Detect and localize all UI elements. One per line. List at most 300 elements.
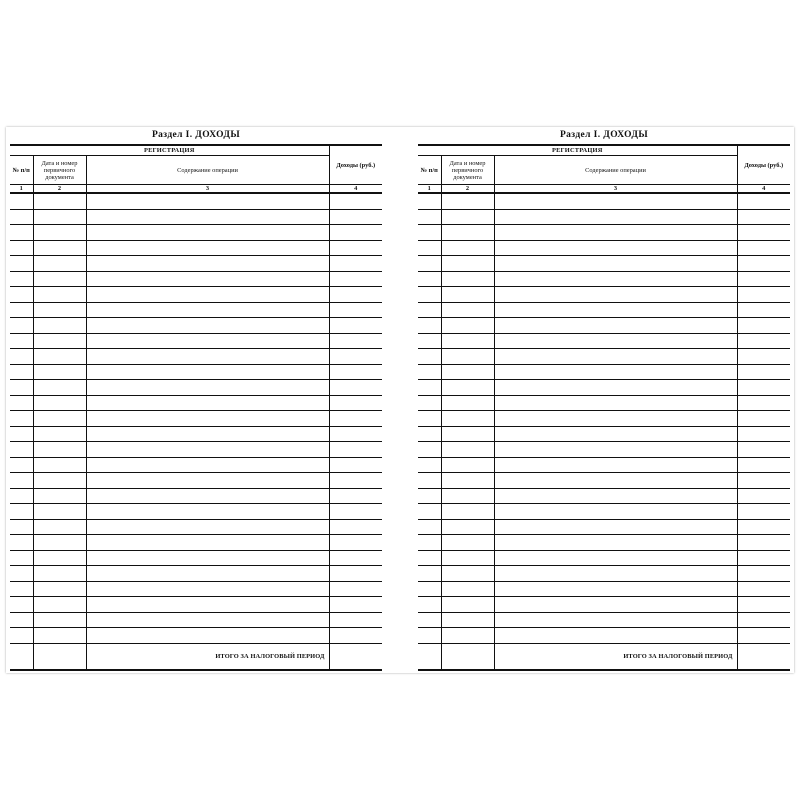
row-date-cell: [441, 318, 494, 334]
row-number-cell: [418, 302, 441, 318]
row-date-cell: [441, 380, 494, 396]
ledger-row: [418, 287, 790, 303]
row-number-cell: [10, 193, 33, 209]
row-content-cell: [494, 271, 737, 287]
row-content-cell: [494, 349, 737, 365]
row-content-cell: [86, 457, 329, 473]
row-income-cell: [329, 581, 382, 597]
row-content-cell: [494, 395, 737, 411]
row-content-cell: [494, 597, 737, 613]
row-date-cell: [33, 597, 86, 613]
row-number-cell: [10, 550, 33, 566]
right-page: [414, 127, 794, 673]
row-income-cell: [737, 535, 790, 551]
content-column-header: Содержание операции: [86, 156, 329, 185]
ledger-row: [10, 302, 382, 318]
row-number-cell: [418, 473, 441, 489]
row-number-cell: [10, 504, 33, 520]
total-label: ИТОГО ЗА НАЛОГОВЫЙ ПЕРИОД: [494, 643, 737, 670]
row-content-cell: [86, 193, 329, 209]
row-income-cell: [329, 442, 382, 458]
row-income-cell: [737, 364, 790, 380]
row-content-cell: [86, 287, 329, 303]
column-number-1: 1: [418, 185, 441, 194]
row-number-cell: [418, 504, 441, 520]
row-income-cell: [737, 240, 790, 256]
row-number-cell: [10, 302, 33, 318]
ledger-row: [10, 566, 382, 582]
row-date-cell: [33, 318, 86, 334]
row-number-cell: [418, 550, 441, 566]
row-content-cell: [494, 256, 737, 272]
ledger-row: [10, 628, 382, 644]
total-label: ИТОГО ЗА НАЛОГОВЫЙ ПЕРИОД: [86, 643, 329, 670]
row-date-cell: [441, 240, 494, 256]
row-income-cell: [329, 302, 382, 318]
ledger-row: [418, 442, 790, 458]
row-content-cell: [494, 240, 737, 256]
row-number-cell: [418, 380, 441, 396]
ledger-row: [10, 364, 382, 380]
row-content-cell: [494, 287, 737, 303]
ledger-row: [10, 581, 382, 597]
row-income-cell: [329, 488, 382, 504]
number-column-header: № п/п: [418, 156, 441, 185]
row-date-cell: [33, 473, 86, 489]
row-number-cell: [418, 628, 441, 644]
row-date-cell: [33, 442, 86, 458]
ledger-row: [10, 411, 382, 427]
row-number-cell: [10, 287, 33, 303]
row-number-cell: [10, 426, 33, 442]
row-income-cell: [329, 550, 382, 566]
row-date-cell: [33, 426, 86, 442]
row-number-cell: [418, 488, 441, 504]
row-date-cell: [33, 333, 86, 349]
row-content-cell: [86, 364, 329, 380]
row-date-cell: [33, 535, 86, 551]
row-content-cell: [86, 333, 329, 349]
row-date-cell: [441, 426, 494, 442]
ledger-row: [418, 318, 790, 334]
total-income-cell: [737, 643, 790, 670]
row-date-cell: [33, 566, 86, 582]
ledger-row: [418, 256, 790, 272]
row-date-cell: [33, 504, 86, 520]
row-income-cell: [737, 550, 790, 566]
row-content-cell: [86, 411, 329, 427]
row-content-cell: [86, 597, 329, 613]
row-number-cell: [10, 473, 33, 489]
row-number-cell: [10, 535, 33, 551]
row-date-cell: [441, 302, 494, 318]
row-income-cell: [329, 209, 382, 225]
row-content-cell: [494, 426, 737, 442]
row-content-cell: [494, 442, 737, 458]
ledger-row: [10, 488, 382, 504]
ledger-row: [418, 271, 790, 287]
row-date-cell: [441, 473, 494, 489]
row-income-cell: [737, 581, 790, 597]
row-content-cell: [494, 581, 737, 597]
row-income-cell: [737, 628, 790, 644]
row-income-cell: [329, 519, 382, 535]
income-ledger-table: [418, 144, 790, 671]
row-income-cell: [329, 457, 382, 473]
row-income-cell: [737, 225, 790, 241]
row-number-cell: [10, 566, 33, 582]
row-number-cell: [10, 519, 33, 535]
row-number-cell: [418, 318, 441, 334]
row-content-cell: [86, 628, 329, 644]
ledger-row: [418, 364, 790, 380]
row-content-cell: [86, 612, 329, 628]
ledger-row: [10, 240, 382, 256]
row-content-cell: [86, 519, 329, 535]
ledger-row: [418, 302, 790, 318]
date-column-header: Дата и номер первичного документа: [33, 156, 86, 185]
row-income-cell: [737, 488, 790, 504]
row-date-cell: [33, 488, 86, 504]
row-income-cell: [329, 380, 382, 396]
row-content-cell: [494, 628, 737, 644]
row-content-cell: [86, 535, 329, 551]
row-date-cell: [33, 364, 86, 380]
column-number-2: 2: [33, 185, 86, 194]
row-number-cell: [10, 240, 33, 256]
left-page: [6, 127, 386, 673]
row-number-cell: [418, 287, 441, 303]
ledger-row: [418, 380, 790, 396]
row-date-cell: [441, 442, 494, 458]
row-income-cell: [329, 535, 382, 551]
ledger-row: [10, 380, 382, 396]
row-income-cell: [737, 318, 790, 334]
row-content-cell: [86, 256, 329, 272]
row-number-cell: [418, 364, 441, 380]
row-number-cell: [10, 209, 33, 225]
row-income-cell: [329, 256, 382, 272]
row-date-cell: [33, 395, 86, 411]
row-number-cell: [10, 395, 33, 411]
ledger-row: [418, 612, 790, 628]
ledger-row: [10, 473, 382, 489]
row-date-cell: [441, 349, 494, 365]
row-content-cell: [86, 271, 329, 287]
total-income-cell: [329, 643, 382, 670]
row-income-cell: [737, 597, 790, 613]
row-content-cell: [494, 193, 737, 209]
row-income-cell: [329, 426, 382, 442]
ledger-row: [10, 550, 382, 566]
row-income-cell: [329, 364, 382, 380]
row-date-cell: [33, 256, 86, 272]
row-income-cell: [737, 566, 790, 582]
income-column-header: Доходы (руб.): [737, 145, 790, 185]
row-number-cell: [10, 271, 33, 287]
row-content-cell: [494, 473, 737, 489]
row-content-cell: [494, 535, 737, 551]
row-income-cell: [329, 225, 382, 241]
ledger-row: [418, 488, 790, 504]
row-number-cell: [10, 488, 33, 504]
income-column-header: Доходы (руб.): [329, 145, 382, 185]
ledger-row: [10, 193, 382, 209]
column-number-3: 3: [86, 185, 329, 194]
column-number-2: 2: [441, 185, 494, 194]
ledger-row: [418, 597, 790, 613]
row-number-cell: [418, 271, 441, 287]
ledger-row: [10, 333, 382, 349]
section-title: Раздел I. ДОХОДЫ: [151, 130, 241, 140]
row-content-cell: [86, 318, 329, 334]
ledger-row: [418, 581, 790, 597]
row-income-cell: [329, 395, 382, 411]
row-content-cell: [86, 380, 329, 396]
row-number-cell: [10, 581, 33, 597]
ledger-row: [418, 333, 790, 349]
row-number-cell: [10, 457, 33, 473]
row-content-cell: [86, 209, 329, 225]
ledger-row: [418, 193, 790, 209]
row-number-cell: [10, 256, 33, 272]
row-number-cell: [418, 426, 441, 442]
row-content-cell: [494, 302, 737, 318]
row-content-cell: [86, 302, 329, 318]
row-date-cell: [441, 364, 494, 380]
ledger-row: [418, 550, 790, 566]
ledger-row: [418, 504, 790, 520]
row-date-cell: [441, 225, 494, 241]
row-content-cell: [86, 581, 329, 597]
row-date-cell: [441, 566, 494, 582]
row-content-cell: [494, 333, 737, 349]
row-income-cell: [329, 566, 382, 582]
row-date-cell: [441, 271, 494, 287]
ledger-row: [10, 612, 382, 628]
total-cell-date: [441, 643, 494, 670]
row-content-cell: [494, 318, 737, 334]
row-number-cell: [418, 209, 441, 225]
row-income-cell: [329, 271, 382, 287]
row-number-cell: [418, 566, 441, 582]
row-income-cell: [737, 411, 790, 427]
total-cell-number: [418, 643, 441, 670]
row-income-cell: [737, 333, 790, 349]
row-income-cell: [329, 333, 382, 349]
column-number-4: 4: [329, 185, 382, 194]
row-date-cell: [33, 612, 86, 628]
row-income-cell: [329, 240, 382, 256]
row-date-cell: [441, 395, 494, 411]
row-income-cell: [737, 193, 790, 209]
row-number-cell: [418, 442, 441, 458]
ledger-row: [418, 225, 790, 241]
ledger-row: [418, 426, 790, 442]
row-content-cell: [494, 519, 737, 535]
row-date-cell: [33, 287, 86, 303]
row-number-cell: [418, 225, 441, 241]
row-number-cell: [418, 581, 441, 597]
row-content-cell: [494, 566, 737, 582]
ledger-row: [10, 519, 382, 535]
row-date-cell: [441, 550, 494, 566]
row-number-cell: [418, 333, 441, 349]
row-date-cell: [441, 519, 494, 535]
row-content-cell: [86, 442, 329, 458]
row-number-cell: [10, 442, 33, 458]
row-content-cell: [494, 411, 737, 427]
column-number-4: 4: [737, 185, 790, 194]
content-column-header: Содержание операции: [494, 156, 737, 185]
row-date-cell: [441, 597, 494, 613]
row-content-cell: [494, 209, 737, 225]
row-content-cell: [86, 473, 329, 489]
row-content-cell: [86, 566, 329, 582]
total-cell-number: [10, 643, 33, 670]
registration-header: РЕГИСТРАЦИЯ: [10, 145, 329, 156]
row-content-cell: [494, 457, 737, 473]
ledger-row: [10, 318, 382, 334]
row-date-cell: [33, 209, 86, 225]
row-number-cell: [418, 457, 441, 473]
ledger-row: [418, 473, 790, 489]
row-income-cell: [737, 504, 790, 520]
row-number-cell: [10, 612, 33, 628]
row-income-cell: [329, 473, 382, 489]
ledger-row: [418, 240, 790, 256]
row-income-cell: [737, 473, 790, 489]
row-income-cell: [329, 628, 382, 644]
total-cell-date: [33, 643, 86, 670]
row-income-cell: [737, 442, 790, 458]
row-income-cell: [737, 302, 790, 318]
row-number-cell: [10, 349, 33, 365]
row-content-cell: [86, 488, 329, 504]
row-number-cell: [10, 364, 33, 380]
row-date-cell: [33, 457, 86, 473]
row-number-cell: [418, 612, 441, 628]
row-income-cell: [329, 411, 382, 427]
column-number-3: 3: [494, 185, 737, 194]
row-content-cell: [86, 426, 329, 442]
row-number-cell: [10, 628, 33, 644]
row-date-cell: [33, 581, 86, 597]
row-income-cell: [737, 426, 790, 442]
row-date-cell: [33, 411, 86, 427]
row-date-cell: [33, 271, 86, 287]
row-date-cell: [33, 628, 86, 644]
ledger-row: [418, 411, 790, 427]
row-content-cell: [86, 550, 329, 566]
row-income-cell: [737, 519, 790, 535]
row-content-cell: [86, 225, 329, 241]
row-content-cell: [86, 240, 329, 256]
row-income-cell: [329, 349, 382, 365]
row-date-cell: [33, 193, 86, 209]
row-number-cell: [10, 411, 33, 427]
row-content-cell: [494, 364, 737, 380]
row-number-cell: [10, 318, 33, 334]
row-number-cell: [10, 225, 33, 241]
ledger-row: [418, 566, 790, 582]
row-content-cell: [494, 380, 737, 396]
row-date-cell: [441, 193, 494, 209]
ledger-row: [418, 457, 790, 473]
row-income-cell: [737, 287, 790, 303]
row-content-cell: [494, 612, 737, 628]
ledger-row: [10, 504, 382, 520]
date-column-header: Дата и номер первичного документа: [441, 156, 494, 185]
row-date-cell: [441, 411, 494, 427]
row-date-cell: [33, 550, 86, 566]
row-date-cell: [441, 256, 494, 272]
income-ledger-table: [10, 144, 382, 671]
ledger-row: [418, 395, 790, 411]
ledger-row: [418, 209, 790, 225]
row-date-cell: [441, 612, 494, 628]
row-number-cell: [10, 333, 33, 349]
row-date-cell: [441, 581, 494, 597]
row-income-cell: [329, 504, 382, 520]
row-date-cell: [441, 457, 494, 473]
row-income-cell: [737, 612, 790, 628]
row-number-cell: [418, 411, 441, 427]
row-content-cell: [86, 349, 329, 365]
row-date-cell: [33, 225, 86, 241]
row-date-cell: [441, 488, 494, 504]
ledger-row: [10, 349, 382, 365]
ledger-row: [418, 519, 790, 535]
row-number-cell: [10, 597, 33, 613]
number-column-header: № п/п: [10, 156, 33, 185]
section-title: Раздел I. ДОХОДЫ: [559, 130, 649, 140]
row-income-cell: [737, 271, 790, 287]
row-number-cell: [418, 519, 441, 535]
row-date-cell: [441, 504, 494, 520]
column-number-1: 1: [10, 185, 33, 194]
ledger-row: [10, 271, 382, 287]
row-content-cell: [494, 225, 737, 241]
ledger-row: [10, 225, 382, 241]
row-number-cell: [418, 597, 441, 613]
row-income-cell: [737, 457, 790, 473]
row-income-cell: [737, 209, 790, 225]
row-content-cell: [494, 504, 737, 520]
ledger-row: [10, 457, 382, 473]
ledger-row: [10, 287, 382, 303]
row-income-cell: [737, 256, 790, 272]
row-content-cell: [86, 504, 329, 520]
row-date-cell: [441, 209, 494, 225]
row-income-cell: [329, 612, 382, 628]
row-date-cell: [33, 302, 86, 318]
row-content-cell: [494, 488, 737, 504]
row-date-cell: [33, 349, 86, 365]
row-number-cell: [418, 240, 441, 256]
ledger-row: [10, 209, 382, 225]
ledger-row: [10, 535, 382, 551]
registration-header: РЕГИСТРАЦИЯ: [418, 145, 737, 156]
row-content-cell: [494, 550, 737, 566]
row-date-cell: [33, 519, 86, 535]
ledger-row: [418, 628, 790, 644]
ledger-row: [10, 395, 382, 411]
ledger-row: [10, 256, 382, 272]
row-income-cell: [329, 597, 382, 613]
row-date-cell: [441, 333, 494, 349]
row-date-cell: [441, 287, 494, 303]
